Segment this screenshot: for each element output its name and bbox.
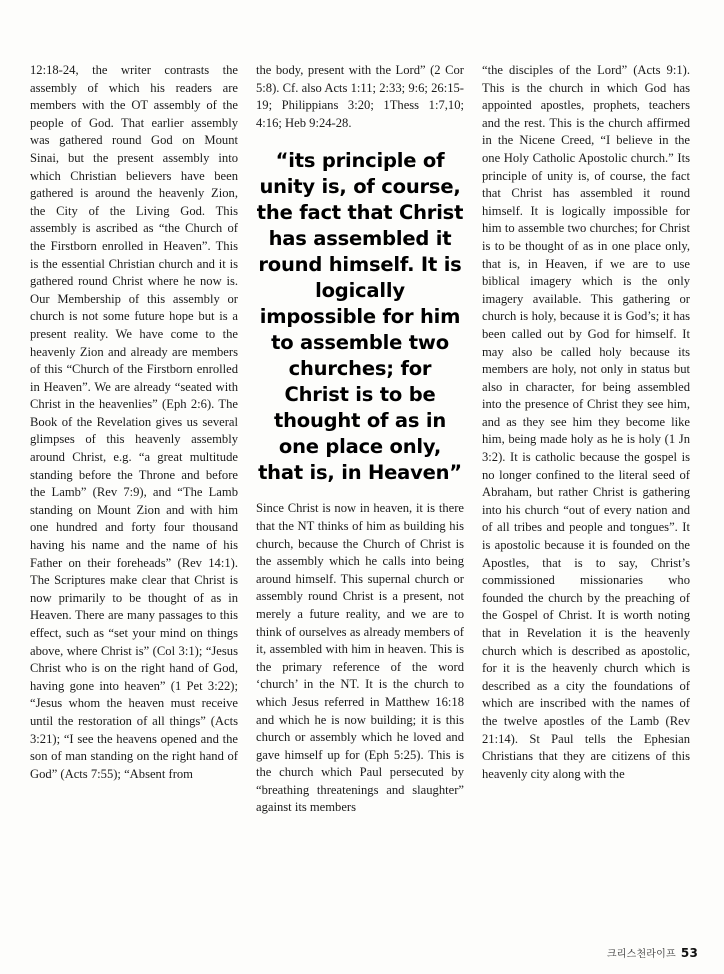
page-number: 53 (680, 946, 698, 960)
column-right (482, 62, 690, 942)
article-columns (30, 62, 692, 942)
body-text-left: 12:18-24, the writer contrasts the assembly of which his readers are members with the OT assembly of the people of God. That earlier assembly was gathered round God on Mount Sinai, but the present assembly into which Christian believers have been gathered is around the heavenly Zion, the City of the Living God. This assembly is ascribed as “the Church of the Firstborn enrolled in Heaven”. This is the essential Christian church and it is gathered round Christ where he now is. Our Membership of this assembly or church is not some future hope but is a present reality. We have come to the heavenly Zion and already are members of this “Church of the Firstborn enrolled in Heaven”. We are already “seated with Christ in the heavenlies” (Eph 2:6). The Book of the Revelation gives us several glimpses of this heavenly assembly around Christ, e.g. “a great multitude standing before the Throne and before the Lamb” (Rev 7:9), and “The Lamb standing on Mount Zion and with him one hundred and forty four thousand having his name and the name of his Father on their foreheads” (Rev 14:1). The Scriptures make clear that Christ is now primarily to be thought of as in Heaven. There are many passages to this effect, such as “set your mind on things above, where Christ is” (Col 3:1); “Jesus Christ who is on the right hand of God, having gone into heaven” (1 Pet 3:22); “Jesus whom the heaven must receive until the restoration of all things” (Acts 3:21); “I see the heavens opened and the son of man standing on the right hand of God” (Acts 7:55); “Absent from (30, 63, 238, 781)
publication-mark: 크리스천라이프 (606, 949, 676, 960)
page-footer (607, 945, 698, 960)
pull-quote: “its principle of unity is, of course, the fact that Christ has assembled it round himself. It is logically impossible for him to assemble two churches; for Christ is to be thought of as in one place only, that is, in Heaven” (256, 149, 464, 485)
column-left (30, 62, 238, 942)
body-text-right: “the disciples of the Lord” (Acts 9:1). This is the church in which God has appointed apostles, prophets, teachers and the rest. This is the church affirmed in the Nicene Creed, “I believe in the one Holy Catholic Apostolic church.” Its principle of unity is, of course, the fact that Christ has assembled it round himself. It is logically impossible for him to assemble two churches; for Christ is to be thought of as in one place only, that is, in Heaven, if we are to use biblical imagery which is the only imagery available. This gathering or church is holy, because it is God’s; it has been called out by God for himself. It may also be called holy because its members are holy, not only in status but also in character, for being assembled into the presence of Christ they see him, and as they see him they become like him, being made holy as he is holy (1 Jn 3:2). It is catholic because the gospel is no longer confined to the literal seed of Abraham, but rather Christ is gathering into his church “out of every nation and of all tribes and people and tongues”. It is apostolic because it is founded on the Apostles, that is to say, Christ’s commissioned missionaries who founded the church by the preaching of the Gospel of Christ. It is worth noting that in Revelation it is the heavenly church which is described as apostolic, for it is the heavenly church which is described as a city the foundations of which are inscribed with the names of the twelve apostles of the Lamb (Rev 21:14). St Paul tells the Ephesian Christians that they are citizens of this heavenly city along with the (482, 63, 690, 781)
body-text-middle-bottom: Since Christ is now in heaven, it is there that the NT thinks of him as building his church, because the Church of Christ is the assembly which he calls into being around himself. This supernal church or assembly round Christ is a present, not merely a future reality, and we are to think of ourselves as already members of it, assembled with him in heaven. This is the primary reference of the word ‘church’ in the NT. It is the church to which Jesus referred in Matthew 16:18 and which he is now building; it is this church or assembly which he loved and gave himself up for (Eph 5:25). This is the church which Paul persecuted by “breathing threatenings and slaughter” against its members (256, 501, 464, 815)
body-text-middle-top: the body, present with the Lord” (2 Cor 5:8). Cf. also Acts 1:11; 2:33; 9:6; 26:15-19; Philippians 3:20; 1Thess 1:7,10; 4:16; Heb 9:24-28. (256, 63, 464, 130)
column-middle (256, 62, 464, 942)
